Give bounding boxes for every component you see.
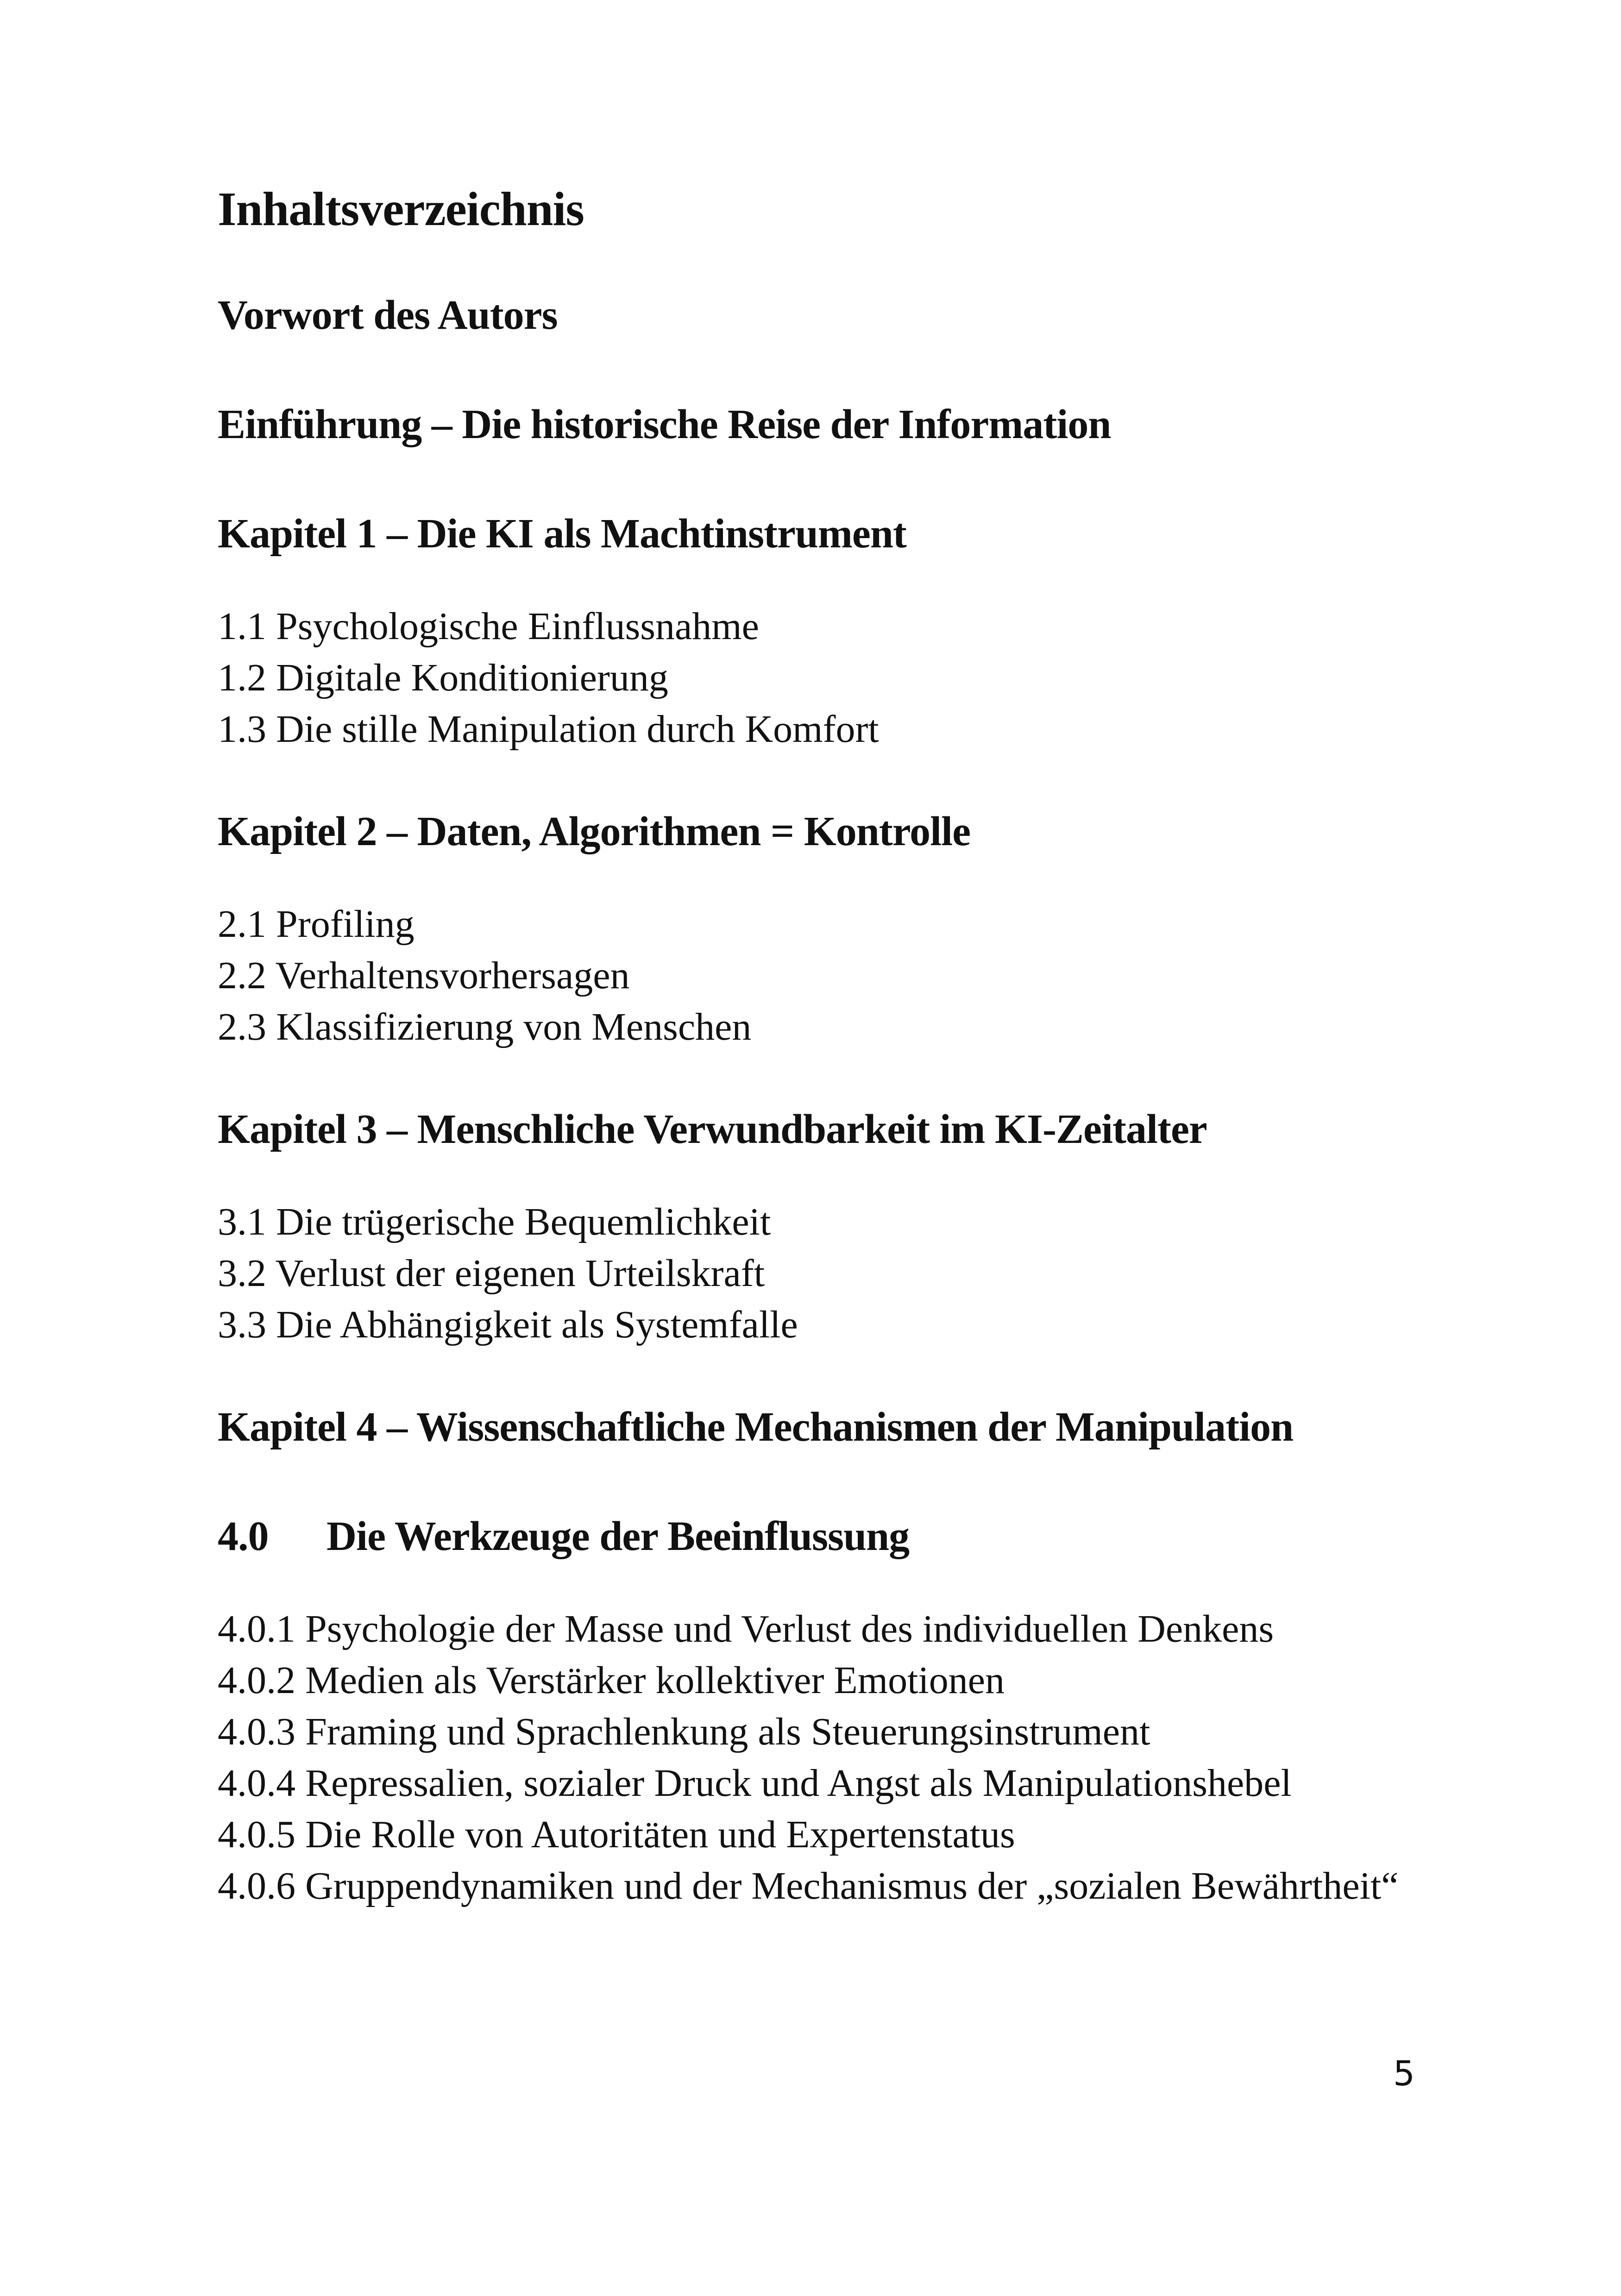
toc-title: Inhaltsverzeichnis <box>218 182 584 236</box>
toc-chapter-4-heading: Kapitel 4 – Wissenschaftliche Mechanismen der Manipulation <box>218 1404 1294 1450</box>
toc-subsection-4-0-1: 4.0.1 Psychologie der Masse und Verlust des individuellen Denkens <box>218 1607 1274 1650</box>
toc-chapter-1-sections <box>218 601 1468 755</box>
toc-section-1-1: 1.1 Psychologische Einflussnahme <box>218 604 759 648</box>
toc-subsection-4-0-4: 4.0.4 Repressalien, sozialer Druck und Angst als Manipulationshebel <box>218 1761 1292 1805</box>
toc-section-2-2: 2.2 Verhaltensvorhersagen <box>218 954 630 997</box>
toc-subsection-4-0-6: 4.0.6 Gruppendynamiken und der Mechanismus der „sozialen Bewährtheit“ <box>218 1864 1399 1907</box>
toc-section-3-3: 3.3 Die Abhängigkeit als Systemfalle <box>218 1303 798 1346</box>
toc-chapter-3-sections <box>218 1196 1468 1350</box>
toc-chapter-2-sections <box>218 898 1468 1053</box>
toc-entry-introduction: Einführung – Die historische Reise der Information <box>218 401 1111 447</box>
toc-chapter-1-heading: Kapitel 1 – Die KI als Machtinstrument <box>218 510 906 557</box>
toc-section-3-2: 3.2 Verlust der eigenen Urteilskraft <box>218 1251 765 1295</box>
toc-section-4-0-heading <box>218 1512 1468 1562</box>
toc-chapter-3-heading: Kapitel 3 – Menschliche Verwundbarkeit im KI-Zeitalter <box>218 1106 1207 1152</box>
table-of-contents <box>218 181 1468 1964</box>
toc-section-1-2: 1.2 Digitale Konditionierung <box>218 656 668 699</box>
toc-section-2-1: 2.1 Profiling <box>218 902 415 946</box>
toc-entry-foreword: Vorwort des Autors <box>218 292 558 338</box>
toc-section-3-1: 3.1 Die trügerische Bequemlichkeit <box>218 1200 771 1243</box>
toc-subsection-4-0-5: 4.0.5 Die Rolle von Autoritäten und Expertenstatus <box>218 1813 1015 1856</box>
toc-section-4-0-number: 4.0 <box>218 1513 269 1559</box>
toc-section-2-3: 2.3 Klassifizierung von Menschen <box>218 1005 752 1048</box>
toc-section-4-0-title: Die Werkzeuge der Beeinflussung <box>327 1513 910 1559</box>
toc-chapter-2-heading: Kapitel 2 – Daten, Algorithmen = Kontrolle <box>218 808 971 854</box>
toc-section-1-3: 1.3 Die stille Manipulation durch Komfort <box>218 707 879 751</box>
toc-subsection-4-0-2: 4.0.2 Medien als Verstärker kollektiver Emotionen <box>218 1658 1005 1702</box>
toc-section-4-0-subsections <box>218 1603 1468 1912</box>
toc-subsection-4-0-3: 4.0.3 Framing und Sprachlenkung als Steuerungsinstrument <box>218 1710 1150 1753</box>
page-number: 5 <box>1393 2054 1415 2094</box>
